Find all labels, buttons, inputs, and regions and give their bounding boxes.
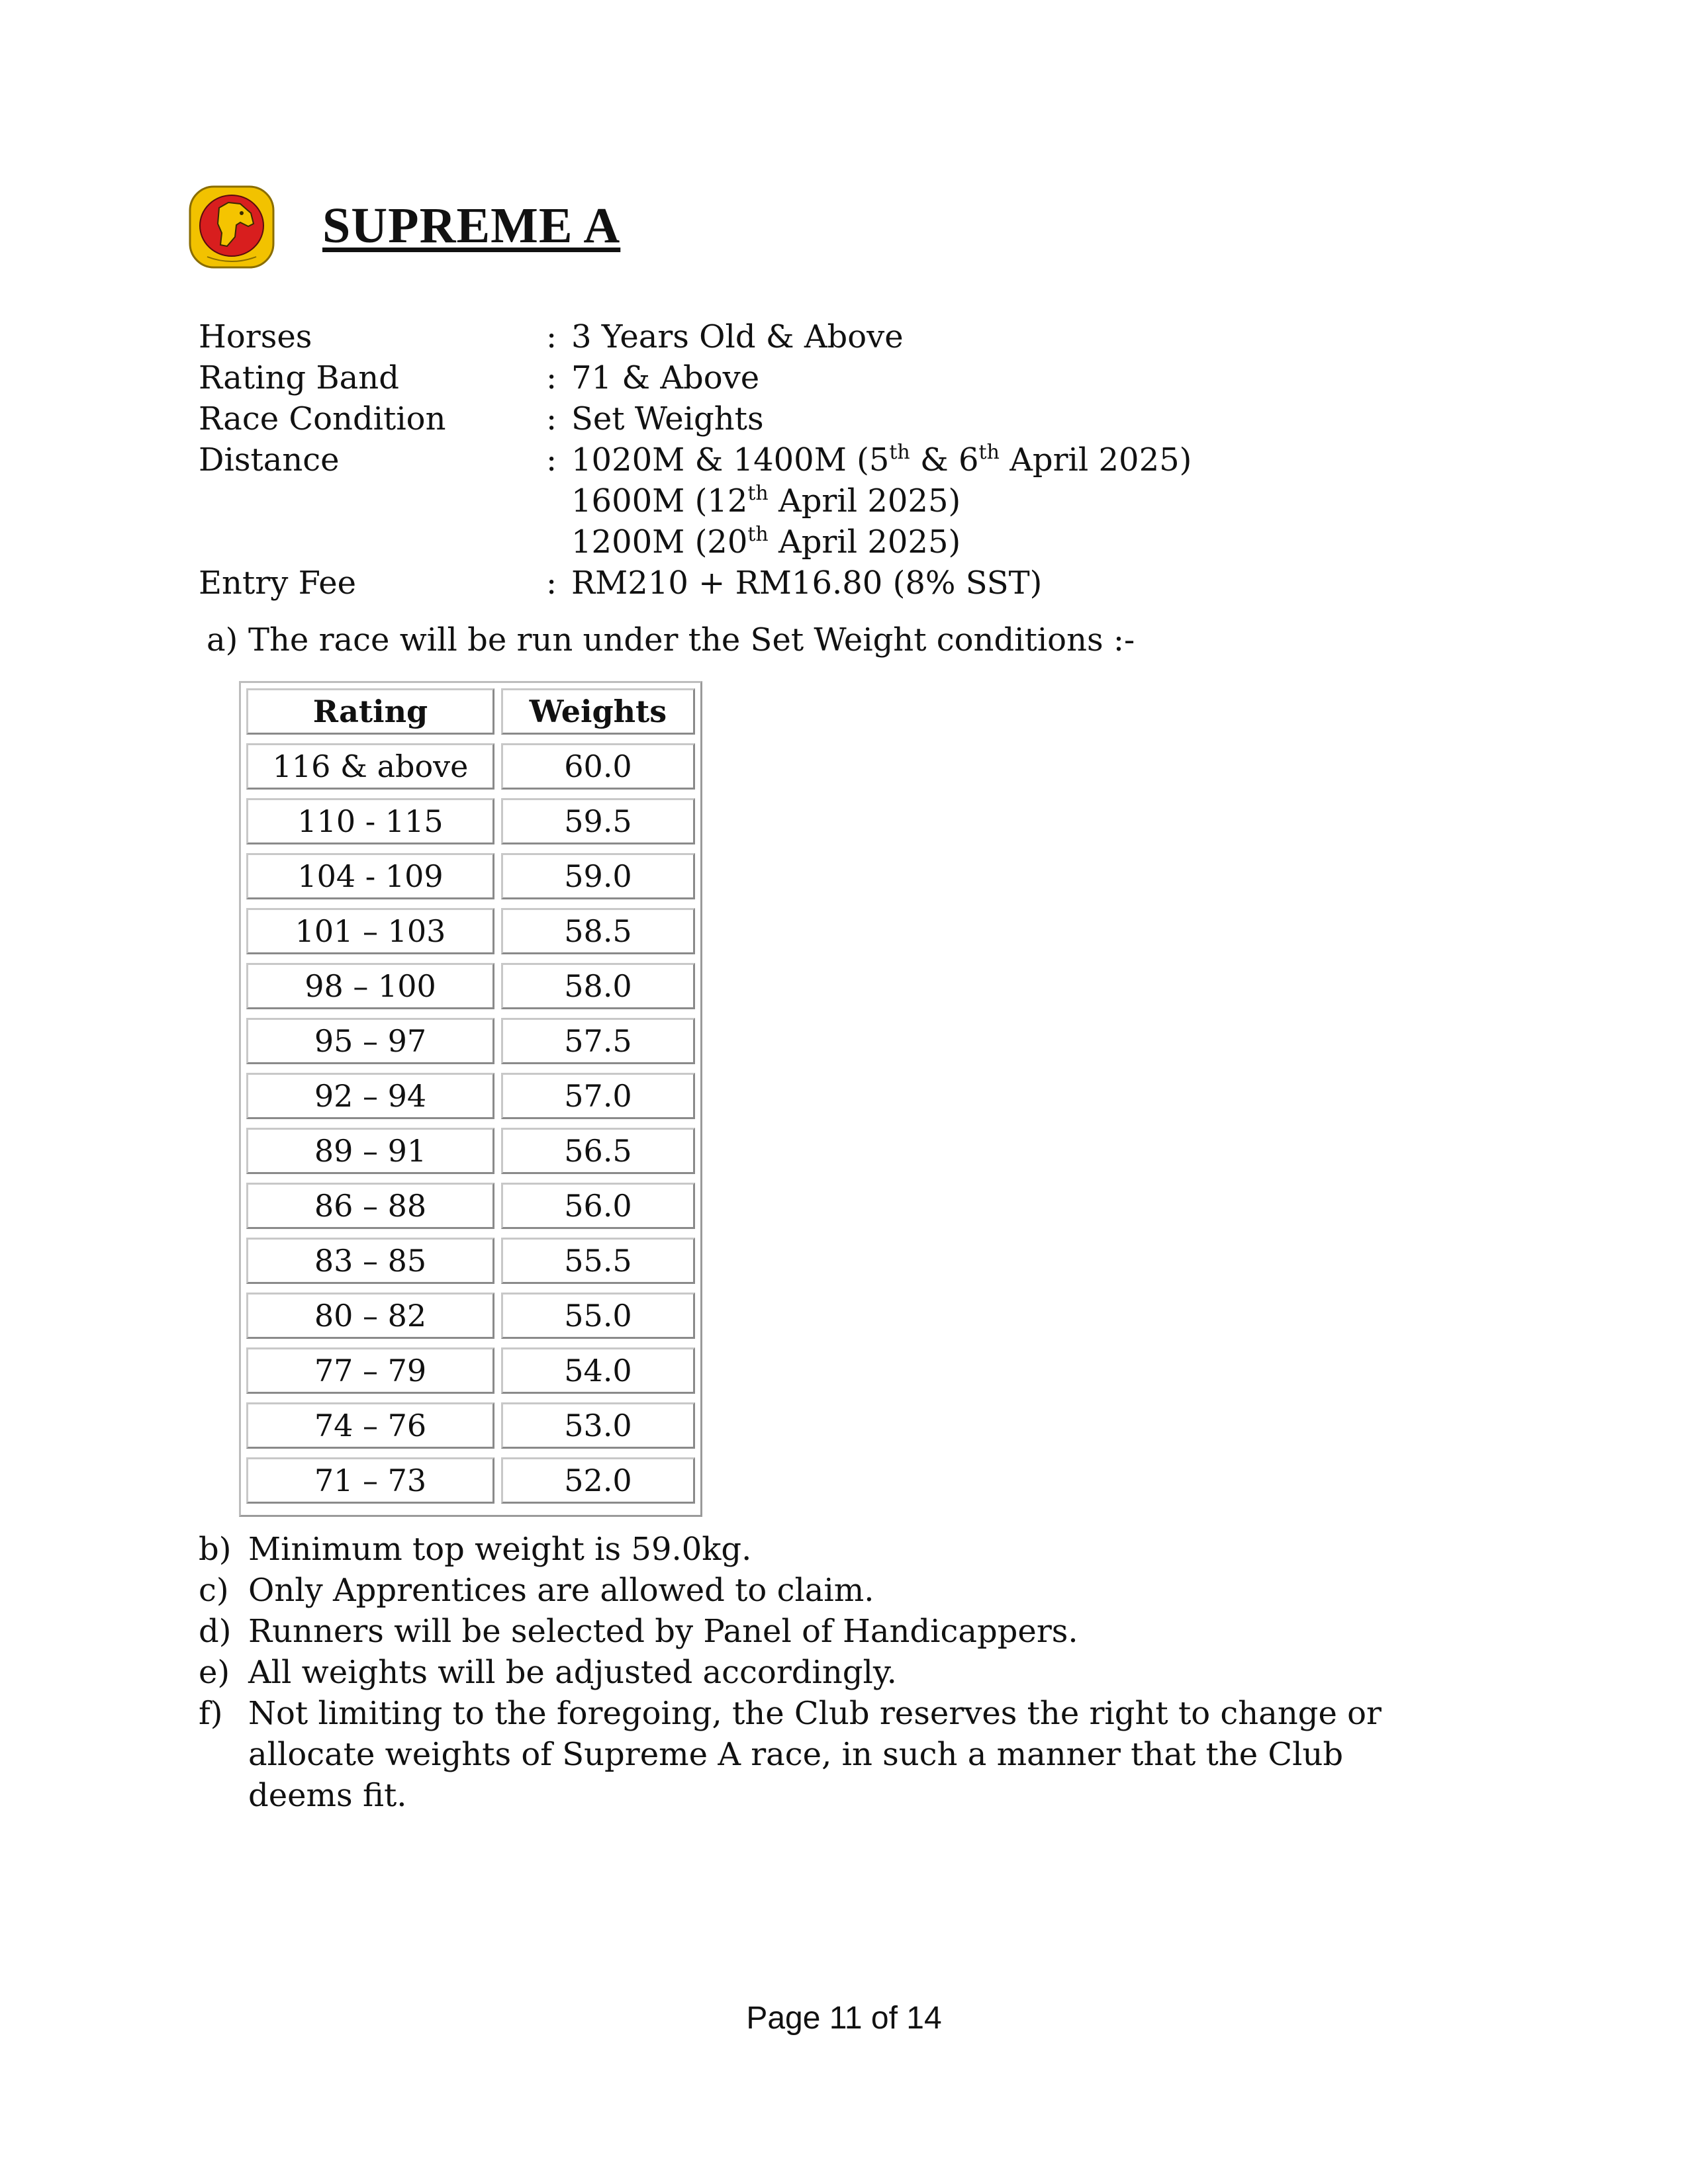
- conditions-intro: [207, 621, 1135, 659]
- rating-cell: 89 – 91: [246, 1128, 494, 1174]
- list-item-text: Only Apprentices are allowed to claim.: [248, 1572, 874, 1609]
- list-marker: f): [199, 1695, 223, 1732]
- table-row: [246, 798, 695, 844]
- distance-line-3: 1200M (20th April 2025): [571, 523, 961, 561]
- table-row: [246, 1293, 695, 1339]
- weight-cell: 60.0: [501, 743, 695, 790]
- weight-cell: 52.0: [501, 1457, 695, 1504]
- info-colon: :: [546, 359, 557, 396]
- list-item: [199, 1529, 1456, 1570]
- info-label: Distance: [199, 441, 340, 478]
- info-label: Horses: [199, 318, 312, 355]
- club-logo-icon: [187, 184, 276, 270]
- info-value: RM210 + RM16.80 (8% SST): [571, 565, 1043, 602]
- page-title: SUPREME A: [322, 198, 621, 253]
- column-header-weights: Weights: [501, 688, 695, 735]
- distance-line-2: 1600M (12th April 2025): [571, 482, 961, 520]
- list-marker: e): [199, 1654, 230, 1691]
- table-row: [246, 1238, 695, 1284]
- info-colon: :: [546, 565, 557, 602]
- conditions-intro-text: The race will be run under the Set Weight conditions :-: [248, 621, 1135, 659]
- table-row: [246, 1457, 695, 1504]
- info-value: Set Weights: [571, 400, 764, 437]
- info-value: 3 Years Old & Above: [571, 318, 904, 355]
- info-label: Rating Band: [199, 359, 399, 396]
- rating-cell: 71 – 73: [246, 1457, 494, 1504]
- weight-cell: 55.5: [501, 1238, 695, 1284]
- info-colon: :: [546, 441, 557, 478]
- weight-cell: 59.0: [501, 853, 695, 899]
- rating-cell: 86 – 88: [246, 1183, 494, 1229]
- weight-cell: 54.0: [501, 1347, 695, 1394]
- rating-cell: 92 – 94: [246, 1073, 494, 1119]
- table-row: [246, 743, 695, 790]
- table-header-row: [246, 688, 695, 735]
- table-row: [246, 1347, 695, 1394]
- rating-cell: 101 – 103: [246, 908, 494, 954]
- weight-cell: 58.0: [501, 963, 695, 1009]
- rating-cell: 95 – 97: [246, 1018, 494, 1064]
- info-colon: :: [546, 400, 557, 437]
- distance-line-1: 1020M & 1400M (5th & 6th April 2025): [571, 441, 1192, 478]
- column-header-rating: Rating: [246, 688, 494, 735]
- rating-cell: 110 - 115: [246, 798, 494, 844]
- rating-cell: 104 - 109: [246, 853, 494, 899]
- table-row: [246, 1073, 695, 1119]
- list-item-text: Minimum top weight is 59.0kg.: [248, 1531, 752, 1568]
- weight-cell: 57.0: [501, 1073, 695, 1119]
- weight-cell: 57.5: [501, 1018, 695, 1064]
- rating-cell: 80 – 82: [246, 1293, 494, 1339]
- list-item-text: Runners will be selected by Panel of Handicappers.: [248, 1613, 1078, 1650]
- weight-cell: 56.5: [501, 1128, 695, 1174]
- rating-cell: 83 – 85: [246, 1238, 494, 1284]
- weight-cell: 56.0: [501, 1183, 695, 1229]
- weight-cell: 59.5: [501, 798, 695, 844]
- weight-cell: 55.0: [501, 1293, 695, 1339]
- weight-cell: 58.5: [501, 908, 695, 954]
- list-item: [199, 1570, 1456, 1611]
- list-item: [199, 1611, 1456, 1652]
- list-item: [199, 1652, 1456, 1693]
- rating-cell: 98 – 100: [246, 963, 494, 1009]
- rating-cell: 116 & above: [246, 743, 494, 790]
- weights-table: [239, 681, 702, 1517]
- info-value: 71 & Above: [571, 359, 760, 396]
- list-marker: d): [199, 1613, 232, 1650]
- list-marker: c): [199, 1572, 229, 1609]
- rating-cell: 74 – 76: [246, 1402, 494, 1449]
- notes-list: [199, 1529, 1456, 1816]
- info-label: Race Condition: [199, 400, 446, 437]
- table-row: [246, 1018, 695, 1064]
- info-label: Entry Fee: [199, 565, 357, 602]
- info-colon: :: [546, 318, 557, 355]
- list-marker: b): [199, 1531, 232, 1568]
- table-row: [246, 853, 695, 899]
- list-marker: a): [207, 621, 238, 659]
- table-row: [246, 1128, 695, 1174]
- rating-cell: 77 – 79: [246, 1347, 494, 1394]
- page-number: Page 11 of 14: [746, 2001, 942, 2036]
- table-row: [246, 908, 695, 954]
- table-row: [246, 963, 695, 1009]
- list-item-text: Not limiting to the foregoing, the Club reserves the right to change or allocate weights of Supreme A race, in such a manner that the Club deems fit.: [248, 1695, 1382, 1814]
- list-item: [199, 1693, 1456, 1816]
- table-row: [246, 1183, 695, 1229]
- list-item-text: All weights will be adjusted accordingly.: [248, 1654, 897, 1691]
- table-row: [246, 1402, 695, 1449]
- weight-cell: 53.0: [501, 1402, 695, 1449]
